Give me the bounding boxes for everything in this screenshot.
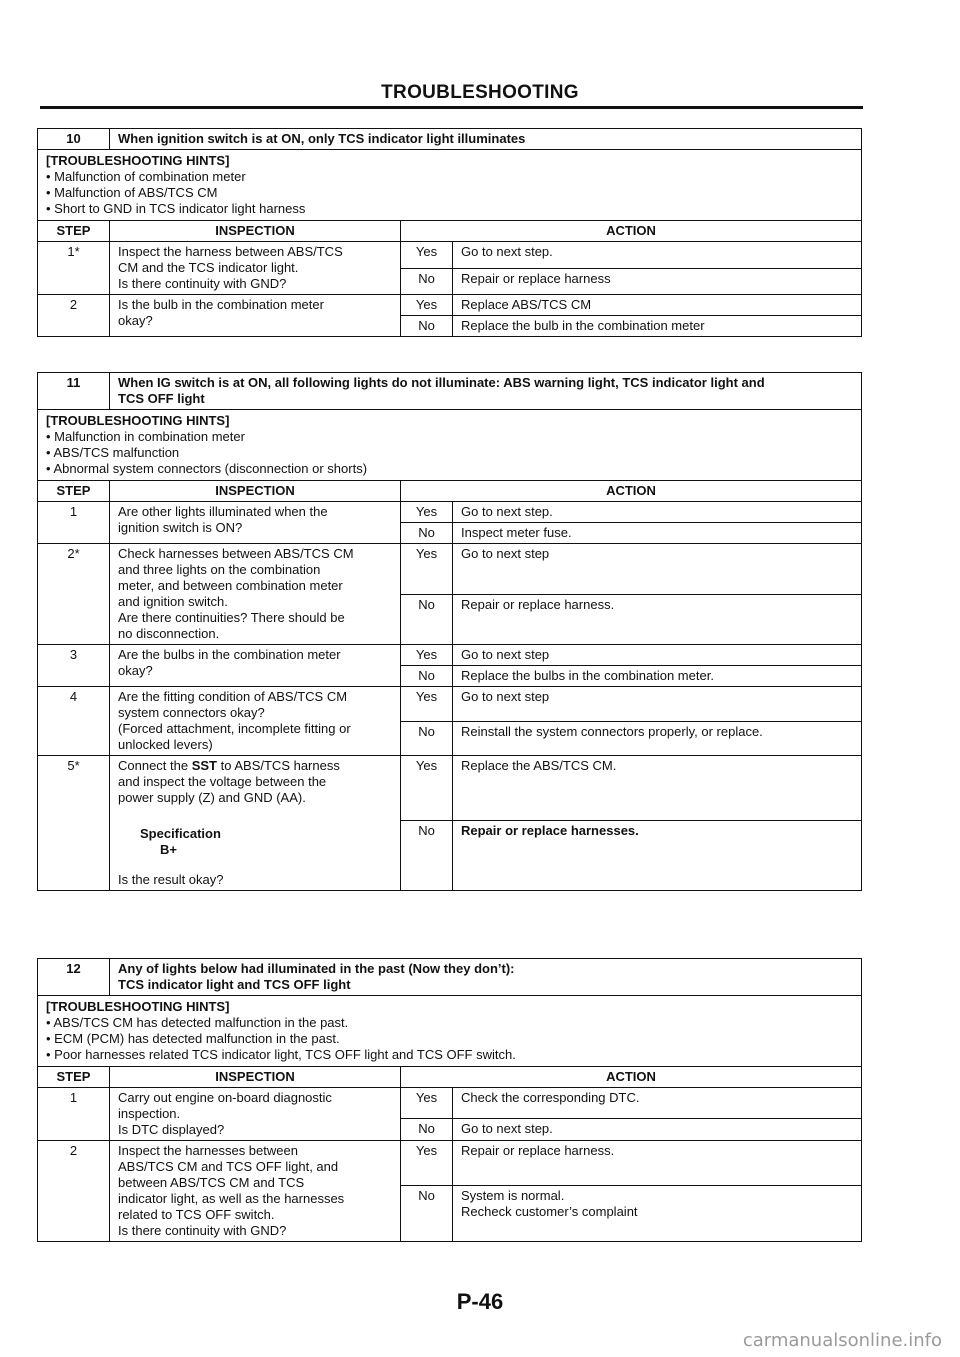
- no-action: Repair or replace harness.: [453, 595, 862, 645]
- step-number: 2*: [38, 544, 110, 645]
- no-label: No: [401, 722, 453, 756]
- yes-label: Yes: [401, 502, 453, 523]
- yes-action: Go to next step.: [453, 242, 862, 269]
- watermark: carmanualsonline.info: [742, 1330, 942, 1351]
- yes-label: Yes: [401, 242, 453, 269]
- hints-title: [TROUBLESHOOTING HINTS]: [46, 999, 230, 1014]
- step-inspection: Are the fitting condition of ABS/TCS CM system connectors okay? (Forced attachment, incomplete fitting or unlocked levers): [110, 687, 401, 756]
- step-number: 2: [38, 295, 110, 337]
- specification: Specification B+: [140, 826, 221, 857]
- section-number: 12: [38, 959, 110, 996]
- yes-label: Yes: [401, 756, 453, 821]
- hints-title: [TROUBLESHOOTING HINTS]: [46, 413, 230, 428]
- yes-action: Go to next step: [453, 645, 862, 666]
- section-12: [37, 958, 862, 1242]
- troubleshooting-hints: [38, 410, 862, 481]
- action-header: ACTION: [401, 1067, 862, 1088]
- step-number: 2: [38, 1141, 110, 1242]
- step-header: STEP: [38, 221, 110, 242]
- sst-label: SST: [191, 758, 218, 773]
- no-label: No: [401, 821, 453, 891]
- step-inspection: Inspect the harnesses between ABS/TCS CM and TCS OFF light, and between ABS/TCS CM and TCS indicator light, as well as the harnesses related to TCS OFF switch. Is there continuity with GND?: [110, 1141, 401, 1242]
- yes-label: Yes: [401, 544, 453, 595]
- step-number: 5*: [38, 756, 110, 891]
- action-header: ACTION: [401, 221, 862, 242]
- step-number: 3: [38, 645, 110, 687]
- yes-action: Go to next step: [453, 544, 862, 595]
- step-number: 1: [38, 502, 110, 544]
- step-inspection: Connect the SST to ABS/TCS harness and inspect the voltage between the power supply (Z) and GND (AA). Specification B+ Is the result okay?: [110, 756, 401, 891]
- no-action: Repair or replace harnesses.: [453, 821, 862, 891]
- section-10-table: [37, 128, 862, 337]
- section-number: 11: [38, 373, 110, 410]
- page-number: P-46: [456, 1289, 504, 1314]
- yes-label: Yes: [401, 295, 453, 316]
- hint-item: • Poor harnesses related TCS indicator light, TCS OFF light and TCS OFF switch.: [46, 1047, 516, 1062]
- hint-item: • ABS/TCS CM has detected malfunction in the past.: [46, 1015, 349, 1030]
- step-inspection: Are the bulbs in the combination meter okay?: [110, 645, 401, 687]
- no-label: No: [401, 595, 453, 645]
- yes-action: Replace ABS/TCS CM: [453, 295, 862, 316]
- step-inspection: Check harnesses between ABS/TCS CM and three lights on the combination meter, and between combination meter and ignition switch. Are there continuities? There should be no disconnection.: [110, 544, 401, 645]
- inspection-header: INSPECTION: [110, 1067, 401, 1088]
- no-label: No: [401, 666, 453, 687]
- yes-label: Yes: [401, 1141, 453, 1186]
- hint-item: • ABS/TCS malfunction: [46, 445, 180, 460]
- section-title: When IG switch is at ON, all following lights do not illuminate: ABS warning light, TCS indicator light and TCS OFF light: [110, 373, 862, 410]
- section-title: When ignition switch is at ON, only TCS indicator light illuminates: [110, 129, 862, 150]
- action-header: ACTION: [401, 481, 862, 502]
- step-number: 4: [38, 687, 110, 756]
- no-action: Repair or replace harness: [453, 268, 862, 295]
- no-action: Replace the bulb in the combination meter: [453, 316, 862, 337]
- troubleshooting-hints: [38, 150, 862, 221]
- yes-action: Repair or replace harness.: [453, 1141, 862, 1186]
- step-header: STEP: [38, 1067, 110, 1088]
- yes-label: Yes: [401, 687, 453, 722]
- section-title: Any of lights below had illuminated in the past (Now they don’t): TCS indicator light and TCS OFF light: [110, 959, 862, 996]
- step-inspection: Inspect the harness between ABS/TCS CM and the TCS indicator light. Is there continuity with GND?: [110, 242, 401, 295]
- yes-action: Go to next step.: [453, 502, 862, 523]
- no-label: No: [401, 1186, 453, 1242]
- no-label: No: [401, 316, 453, 337]
- page-title: TROUBLESHOOTING: [381, 82, 579, 103]
- inspection-header: INSPECTION: [110, 221, 401, 242]
- no-action: Reinstall the system connectors properly, or replace.: [453, 722, 862, 756]
- step-number: 1*: [38, 242, 110, 295]
- yes-action: Replace the ABS/TCS CM.: [453, 756, 862, 821]
- no-action: Inspect meter fuse.: [453, 523, 862, 544]
- step-inspection: Carry out engine on-board diagnostic inspection. Is DTC displayed?: [110, 1088, 401, 1141]
- title-rule: [40, 106, 863, 109]
- hints-title: [TROUBLESHOOTING HINTS]: [46, 153, 230, 168]
- yes-action: Check the corresponding DTC.: [453, 1088, 862, 1119]
- no-action: Go to next step.: [453, 1119, 862, 1141]
- inspection-header: INSPECTION: [110, 481, 401, 502]
- no-label: No: [401, 268, 453, 295]
- section-10: [37, 128, 862, 337]
- troubleshooting-hints: [38, 996, 862, 1067]
- section-12-table: [37, 958, 862, 1242]
- step-inspection: Are other lights illuminated when the ignition switch is ON?: [110, 502, 401, 544]
- no-action: System is normal. Recheck customer’s complaint: [453, 1186, 862, 1242]
- hint-item: • Abnormal system connectors (disconnection or shorts): [46, 461, 368, 476]
- no-label: No: [401, 1119, 453, 1141]
- step-inspection: Is the bulb in the combination meter okay?: [110, 295, 401, 337]
- section-11-table: [37, 372, 862, 891]
- section-11: [37, 372, 862, 891]
- no-action: Replace the bulbs in the combination meter.: [453, 666, 862, 687]
- yes-action: Go to next step: [453, 687, 862, 722]
- hint-item: • Malfunction in combination meter: [46, 429, 245, 444]
- section-number: 10: [38, 129, 110, 150]
- no-label: No: [401, 523, 453, 544]
- hint-item: • ECM (PCM) has detected malfunction in the past.: [46, 1031, 340, 1046]
- hint-item: • Malfunction of combination meter: [46, 169, 246, 184]
- step-number: 1: [38, 1088, 110, 1141]
- step-header: STEP: [38, 481, 110, 502]
- yes-label: Yes: [401, 645, 453, 666]
- hint-item: • Malfunction of ABS/TCS CM: [46, 185, 218, 200]
- hint-item: • Short to GND in TCS indicator light harness: [46, 201, 306, 216]
- yes-label: Yes: [401, 1088, 453, 1119]
